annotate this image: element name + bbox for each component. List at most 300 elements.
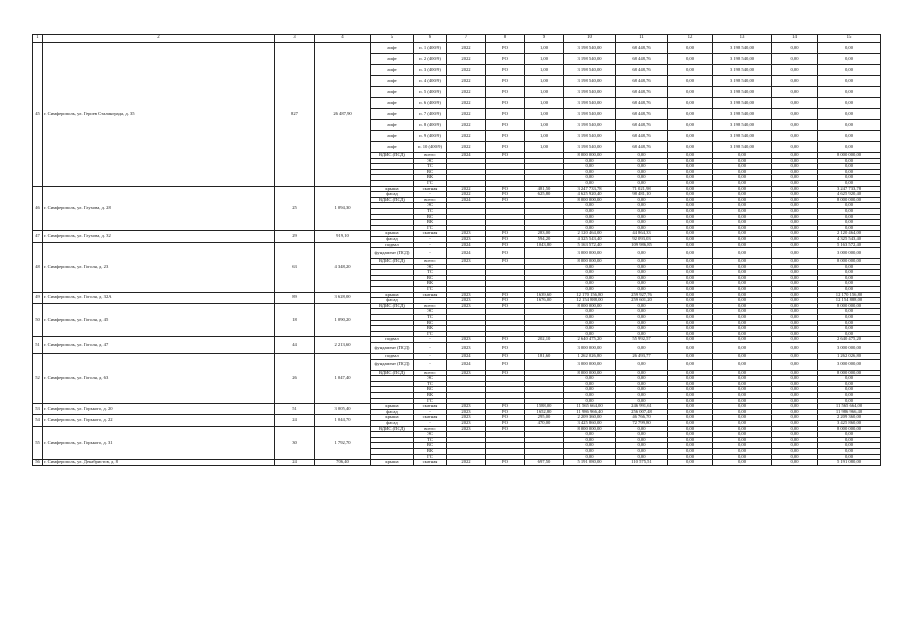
data-cell: 0,00 bbox=[616, 448, 668, 454]
data-cell: 0,00 bbox=[616, 203, 668, 209]
data-cell: РО bbox=[486, 231, 525, 237]
data-cell: 3 425 860,00 bbox=[818, 420, 881, 426]
data-cell: 68 448,76 bbox=[616, 54, 668, 65]
data-cell: 0,00 bbox=[818, 392, 881, 398]
data-cell: ВК bbox=[414, 281, 447, 287]
data-cell: 0,00 bbox=[818, 326, 881, 332]
data-cell: 0,00 bbox=[772, 309, 818, 315]
data-cell: 68 448,76 bbox=[616, 120, 668, 131]
data-cell: 0,00 bbox=[818, 376, 881, 382]
data-cell: 0,00 bbox=[564, 281, 616, 287]
data-cell: 0,00 bbox=[818, 443, 881, 449]
data-cell: 0,00 bbox=[713, 186, 772, 192]
data-cell: всего: bbox=[414, 259, 447, 265]
area-cell: 3 005,40 bbox=[315, 404, 371, 415]
data-cell: 0,00 bbox=[772, 460, 818, 466]
data-cell: 0,00 bbox=[713, 236, 772, 242]
data-cell: 3 198 540,00 bbox=[564, 109, 616, 120]
data-cell: 0,00 bbox=[772, 54, 818, 65]
data-cell: 2023 bbox=[447, 370, 486, 376]
data-cell: 0,00 bbox=[772, 43, 818, 54]
data-cell: РО bbox=[486, 370, 525, 376]
data-cell: 3 198 540,00 bbox=[564, 43, 616, 54]
data-cell: 0,00 bbox=[713, 387, 772, 393]
data-cell: 0,00 bbox=[713, 337, 772, 343]
column-number-cell: 13 bbox=[713, 35, 772, 43]
data-cell: РО bbox=[486, 409, 525, 415]
address-cell: г. Симферополь, ул. Гоголя, д. 32А bbox=[43, 292, 275, 303]
data-cell: 1,00 bbox=[525, 43, 564, 54]
data-cell: 2024 bbox=[447, 248, 486, 259]
data-cell: 0,00 bbox=[564, 376, 616, 382]
data-cell: 0,00 bbox=[713, 443, 772, 449]
data-cell: 0,00 bbox=[564, 220, 616, 226]
data-cell: 0,00 bbox=[818, 109, 881, 120]
data-cell: 3 247 733,78 bbox=[564, 186, 616, 192]
data-cell: 11 565 664,00 bbox=[564, 404, 616, 410]
data-cell: 0,00 bbox=[668, 109, 713, 120]
data-cell: 3 198 540,00 bbox=[713, 142, 772, 153]
data-cell: - bbox=[414, 192, 447, 198]
data-cell: 0,00 bbox=[772, 242, 818, 248]
data-cell: 0,00 bbox=[668, 381, 713, 387]
data-cell: 0,00 bbox=[668, 142, 713, 153]
data-cell: ВС bbox=[414, 169, 447, 175]
data-cell: 0,00 bbox=[772, 415, 818, 421]
data-cell: 3 198 540,00 bbox=[564, 76, 616, 87]
data-cell: РО bbox=[486, 292, 525, 298]
data-cell: 11 986 966,40 bbox=[818, 409, 881, 415]
data-cell: 0,00 bbox=[616, 359, 668, 370]
data-cell: 0,00 bbox=[772, 303, 818, 309]
data-cell: 0,00 bbox=[668, 292, 713, 298]
data-cell: 470,00 bbox=[525, 420, 564, 426]
data-cell: 0,00 bbox=[616, 175, 668, 181]
data-cell: 0,00 bbox=[713, 169, 772, 175]
data-cell: 12 154 888,00 bbox=[564, 298, 616, 304]
data-cell: 0,00 bbox=[668, 120, 713, 131]
data-cell: 3 198 540,00 bbox=[713, 76, 772, 87]
data-cell: 0,00 bbox=[713, 292, 772, 298]
data-cell: 0,00 bbox=[772, 370, 818, 376]
data-cell: 0,00 bbox=[616, 309, 668, 315]
data-cell: 0,00 bbox=[818, 309, 881, 315]
data-cell: 5 191 080,00 bbox=[564, 460, 616, 466]
data-cell: подвал bbox=[371, 354, 414, 360]
data-cell: РО bbox=[486, 87, 525, 98]
data-cell: 0,00 bbox=[616, 381, 668, 387]
data-cell: 0,00 bbox=[772, 343, 818, 354]
data-cell: ВДИС (ПСД) bbox=[371, 259, 414, 265]
apartments-cell: 18 bbox=[275, 303, 315, 337]
data-cell bbox=[525, 343, 564, 354]
data-cell: ГС bbox=[414, 287, 447, 293]
data-cell: 0,00 bbox=[668, 398, 713, 404]
column-number-cell: 8 bbox=[486, 35, 525, 43]
data-cell: 0,00 bbox=[772, 376, 818, 382]
row-number-cell: 47 bbox=[33, 231, 43, 242]
data-cell: 0,00 bbox=[713, 370, 772, 376]
data-cell: 0,00 bbox=[616, 158, 668, 164]
data-cell: 1588,00 bbox=[525, 404, 564, 410]
data-cell: п. 4 (400/9) bbox=[414, 76, 447, 87]
data-cell: 0,00 bbox=[818, 287, 881, 293]
data-cell: 0,00 bbox=[772, 153, 818, 159]
data-cell: 0,00 bbox=[564, 309, 616, 315]
data-cell: 0,00 bbox=[772, 203, 818, 209]
data-cell: 2022 bbox=[447, 109, 486, 120]
data-cell: 3 198 540,00 bbox=[564, 120, 616, 131]
data-cell: фасад bbox=[371, 420, 414, 426]
data-cell: 0,00 bbox=[668, 415, 713, 421]
data-cell: ТС bbox=[414, 270, 447, 276]
data-cell: 2022 bbox=[447, 65, 486, 76]
area-cell: 2 213,60 bbox=[315, 337, 371, 354]
data-cell: 0,00 bbox=[616, 287, 668, 293]
data-cell: ВДИС (ПСД) bbox=[371, 426, 414, 432]
data-cell: 8 000 000,00 bbox=[564, 370, 616, 376]
data-cell: 0,00 bbox=[772, 337, 818, 343]
data-cell: п. 9 (400/9) bbox=[414, 131, 447, 142]
data-cell: 0,00 bbox=[818, 76, 881, 87]
data-cell: п. 1 (400/9) bbox=[414, 43, 447, 54]
data-cell: ВС bbox=[414, 320, 447, 326]
data-cell: скатная bbox=[414, 292, 447, 298]
row-number-cell: 54 bbox=[33, 415, 43, 426]
data-cell: 0,00 bbox=[818, 387, 881, 393]
data-cell: РО bbox=[486, 337, 525, 343]
data-cell: 0,00 bbox=[668, 225, 713, 231]
data-cell: лифт bbox=[371, 76, 414, 87]
data-cell: 0,00 bbox=[713, 454, 772, 460]
data-cell: 12 170 156,80 bbox=[564, 292, 616, 298]
data-cell: 0,00 bbox=[818, 448, 881, 454]
data-cell: 0,00 bbox=[713, 420, 772, 426]
data-cell: 0,00 bbox=[713, 398, 772, 404]
data-cell: скатная bbox=[414, 460, 447, 466]
data-cell: 1,00 bbox=[525, 87, 564, 98]
data-cell: 0,00 bbox=[564, 326, 616, 332]
data-cell: 0,00 bbox=[564, 164, 616, 170]
data-cell: 0,00 bbox=[616, 225, 668, 231]
data-cell: п. 5 (400/9) bbox=[414, 87, 447, 98]
data-cell: 0,00 bbox=[616, 443, 668, 449]
data-cell: 5 163 572,40 bbox=[564, 242, 616, 248]
data-cell: РО bbox=[486, 415, 525, 421]
data-cell: РО bbox=[486, 236, 525, 242]
data-cell: 0,00 bbox=[668, 236, 713, 242]
data-cell: 5 163 572,40 bbox=[818, 242, 881, 248]
data-cell: 0,00 bbox=[616, 454, 668, 460]
data-cell: 0,00 bbox=[713, 320, 772, 326]
data-cell: 0,00 bbox=[564, 175, 616, 181]
data-cell: 8 000 000,00 bbox=[818, 259, 881, 265]
data-cell: 92 093,03 bbox=[616, 236, 668, 242]
data-cell: ТС bbox=[414, 315, 447, 321]
data-cell: 0,00 bbox=[818, 164, 881, 170]
data-cell: 0,00 bbox=[713, 203, 772, 209]
data-cell: 2023 bbox=[447, 415, 486, 421]
data-cell: 0,00 bbox=[668, 376, 713, 382]
data-cell: 0,00 bbox=[668, 242, 713, 248]
data-cell: 0,00 bbox=[616, 387, 668, 393]
data-cell: - bbox=[414, 236, 447, 242]
data-cell: ЭС bbox=[414, 432, 447, 438]
data-cell: 0,00 bbox=[668, 153, 713, 159]
data-cell: 0,00 bbox=[772, 281, 818, 287]
column-number-cell: 14 bbox=[772, 35, 818, 43]
data-cell: 2022 bbox=[447, 54, 486, 65]
data-cell: 5 191 080,00 bbox=[818, 460, 881, 466]
data-cell: 2022 bbox=[447, 131, 486, 142]
address-cell: г. Симферополь, ул. Героев Сталинграда, д. 35 bbox=[43, 43, 275, 187]
data-cell: 0,00 bbox=[772, 87, 818, 98]
data-cell: ВДИС (ПСД) bbox=[371, 370, 414, 376]
data-cell: 0,00 bbox=[616, 281, 668, 287]
row-number-cell: 55 bbox=[33, 426, 43, 460]
data-cell: 283,00 bbox=[525, 231, 564, 237]
data-cell: 2023 bbox=[447, 236, 486, 242]
data-cell: фасад bbox=[371, 298, 414, 304]
data-cell: 0,00 bbox=[616, 180, 668, 186]
data-cell: 2 640 475,20 bbox=[818, 337, 881, 343]
data-cell: 0,00 bbox=[713, 409, 772, 415]
data-cell: 0,00 bbox=[772, 381, 818, 387]
data-cell: 0,00 bbox=[668, 359, 713, 370]
data-cell: 0,00 bbox=[668, 76, 713, 87]
data-cell: 0,00 bbox=[564, 225, 616, 231]
repair-program-table bbox=[32, 34, 881, 466]
area-cell: 1 047,40 bbox=[315, 354, 371, 404]
data-cell: 0,00 bbox=[818, 169, 881, 175]
data-cell: 0,00 bbox=[668, 264, 713, 270]
data-cell: ВК bbox=[414, 326, 447, 332]
data-cell: 0,00 bbox=[772, 197, 818, 203]
data-cell: 0,00 bbox=[616, 432, 668, 438]
column-number-cell: 7 bbox=[447, 35, 486, 43]
data-cell: 0,00 bbox=[668, 437, 713, 443]
data-cell: РО bbox=[486, 354, 525, 360]
data-cell: 0,00 bbox=[713, 164, 772, 170]
data-cell: 0,00 bbox=[564, 392, 616, 398]
data-cell: 0,00 bbox=[564, 437, 616, 443]
data-cell: РО bbox=[486, 109, 525, 120]
data-cell: 0,00 bbox=[713, 287, 772, 293]
data-cell: 1,00 bbox=[525, 76, 564, 87]
data-cell: 3 198 540,00 bbox=[564, 98, 616, 109]
data-cell: 3 000 000,00 bbox=[564, 359, 616, 370]
data-cell: 0,00 bbox=[668, 87, 713, 98]
data-cell: 259 927,76 bbox=[616, 292, 668, 298]
data-cell: 0,00 bbox=[713, 303, 772, 309]
data-cell: 68 448,76 bbox=[616, 109, 668, 120]
data-cell: 2024 bbox=[447, 242, 486, 248]
data-cell: 0,00 bbox=[564, 180, 616, 186]
data-cell: 1,00 bbox=[525, 142, 564, 153]
data-cell: 0,00 bbox=[668, 454, 713, 460]
data-cell: 0,00 bbox=[564, 275, 616, 281]
data-cell: 0,00 bbox=[772, 220, 818, 226]
data-cell: 2 120 464,00 bbox=[564, 231, 616, 237]
data-cell: 295,00 bbox=[525, 415, 564, 421]
data-cell: ГС bbox=[414, 398, 447, 404]
data-cell: 0,00 bbox=[818, 65, 881, 76]
data-cell: фасад bbox=[371, 192, 414, 198]
data-cell: 0,00 bbox=[564, 264, 616, 270]
data-cell: ВДИС (ПСД) bbox=[371, 153, 414, 159]
data-cell: 8 000 000,00 bbox=[564, 197, 616, 203]
data-cell: 0,00 bbox=[713, 460, 772, 466]
data-cell: 3 000 000,00 bbox=[564, 343, 616, 354]
data-cell: 0,00 bbox=[772, 387, 818, 393]
data-cell: всего: bbox=[414, 303, 447, 309]
column-number-cell: 12 bbox=[668, 35, 713, 43]
apartments-cell: 30 bbox=[275, 426, 315, 460]
apartments-cell: 827 bbox=[275, 43, 315, 187]
data-cell: 0,00 bbox=[564, 398, 616, 404]
data-cell: 68 448,76 bbox=[616, 76, 668, 87]
data-cell: 0,00 bbox=[713, 180, 772, 186]
data-cell: 0,00 bbox=[772, 331, 818, 337]
data-cell: РО bbox=[486, 420, 525, 426]
data-cell: 0,00 bbox=[772, 326, 818, 332]
data-cell: 55 992,57 bbox=[616, 337, 668, 343]
data-cell: 0,00 bbox=[772, 398, 818, 404]
data-cell: 12 154 888,00 bbox=[818, 298, 881, 304]
data-cell: 0,00 bbox=[772, 448, 818, 454]
data-cell: 0,00 bbox=[713, 326, 772, 332]
data-cell: 3 198 540,00 bbox=[713, 98, 772, 109]
data-cell: крыша bbox=[371, 404, 414, 410]
data-cell: 0,00 bbox=[668, 180, 713, 186]
data-cell: 0,00 bbox=[818, 180, 881, 186]
data-cell: 0,00 bbox=[772, 169, 818, 175]
table-row bbox=[33, 43, 881, 54]
data-cell: 1,00 bbox=[525, 98, 564, 109]
data-cell: фасад bbox=[371, 409, 414, 415]
data-cell: 0,00 bbox=[772, 409, 818, 415]
data-cell: 0,00 bbox=[772, 354, 818, 360]
data-cell: 4 325 543,40 bbox=[818, 236, 881, 242]
data-cell: ГС bbox=[414, 454, 447, 460]
data-cell: 0,00 bbox=[772, 287, 818, 293]
apartments-cell: 51 bbox=[275, 404, 315, 415]
data-cell: 1639,60 bbox=[525, 292, 564, 298]
data-cell: 0,00 bbox=[818, 220, 881, 226]
data-cell: 0,00 bbox=[713, 315, 772, 321]
data-cell: ВС bbox=[414, 387, 447, 393]
data-cell: 0,00 bbox=[564, 169, 616, 175]
data-cell: 0,00 bbox=[564, 214, 616, 220]
data-cell: 3 000 000,00 bbox=[818, 248, 881, 259]
data-cell: 0,00 bbox=[713, 376, 772, 382]
data-cell: 0,00 bbox=[564, 158, 616, 164]
area-cell: 3 628,00 bbox=[315, 292, 371, 303]
data-cell: ВДИС (ПСД) bbox=[371, 303, 414, 309]
data-cell: 0,00 bbox=[668, 387, 713, 393]
data-cell: 3 000 000,00 bbox=[564, 248, 616, 259]
data-cell: 0,00 bbox=[668, 281, 713, 287]
data-cell: 3 198 540,00 bbox=[564, 87, 616, 98]
data-cell: 0,00 bbox=[668, 131, 713, 142]
data-cell: 256 007,48 bbox=[616, 409, 668, 415]
data-cell: 0,00 bbox=[668, 460, 713, 466]
column-number-cell: 3 bbox=[275, 35, 315, 43]
data-cell: 0,00 bbox=[713, 175, 772, 181]
data-cell: 0,00 bbox=[713, 208, 772, 214]
data-cell: 0,00 bbox=[564, 315, 616, 321]
data-cell: - bbox=[414, 420, 447, 426]
data-cell: 0,00 bbox=[668, 158, 713, 164]
data-cell: 11 565 664,00 bbox=[818, 404, 881, 410]
data-cell: 0,00 bbox=[616, 275, 668, 281]
data-cell: 0,00 bbox=[818, 120, 881, 131]
data-cell: 0,00 bbox=[713, 192, 772, 198]
data-cell: 0,00 bbox=[668, 169, 713, 175]
data-cell bbox=[525, 359, 564, 370]
data-cell: лифт bbox=[371, 43, 414, 54]
data-cell: 0,00 bbox=[668, 186, 713, 192]
table-body bbox=[33, 35, 881, 466]
data-cell: 0,00 bbox=[713, 448, 772, 454]
data-cell: ЭС bbox=[414, 158, 447, 164]
data-cell: 11 986 966,40 bbox=[564, 409, 616, 415]
data-cell: 0,00 bbox=[772, 404, 818, 410]
data-cell: 0,00 bbox=[818, 331, 881, 337]
column-number-cell: 11 bbox=[616, 35, 668, 43]
data-cell: 0,00 bbox=[564, 208, 616, 214]
data-cell: 0,00 bbox=[616, 326, 668, 332]
data-cell: 2022 bbox=[447, 460, 486, 466]
data-cell: 0,00 bbox=[818, 98, 881, 109]
data-cell: лифт bbox=[371, 98, 414, 109]
data-cell: 8 000 000,00 bbox=[564, 303, 616, 309]
area-cell: 26 487,90 bbox=[315, 43, 371, 187]
data-cell: 0,00 bbox=[564, 432, 616, 438]
area-cell: 4 348,20 bbox=[315, 242, 371, 292]
data-cell: 68 448,76 bbox=[616, 131, 668, 142]
data-cell: 0,00 bbox=[668, 192, 713, 198]
data-cell: 0,00 bbox=[616, 398, 668, 404]
data-cell: 0,00 bbox=[713, 220, 772, 226]
data-cell: 0,00 bbox=[772, 420, 818, 426]
data-cell: 4 325 543,40 bbox=[564, 236, 616, 242]
data-cell: ВК bbox=[414, 392, 447, 398]
data-cell: 246 991,61 bbox=[616, 404, 668, 410]
data-cell: 0,00 bbox=[772, 454, 818, 460]
data-cell: 0,00 bbox=[668, 65, 713, 76]
data-cell: 0,00 bbox=[818, 208, 881, 214]
data-cell: 2022 bbox=[447, 87, 486, 98]
data-cell bbox=[525, 248, 564, 259]
data-cell: 2024 bbox=[447, 354, 486, 360]
data-cell: ВК bbox=[414, 220, 447, 226]
table-row bbox=[33, 460, 881, 466]
data-cell: 71 021,98 bbox=[616, 186, 668, 192]
data-cell: 0,00 bbox=[668, 203, 713, 209]
data-cell: 0,00 bbox=[772, 264, 818, 270]
data-cell: 26 493,77 bbox=[616, 354, 668, 360]
data-cell: - bbox=[414, 248, 447, 259]
data-cell: 0,00 bbox=[772, 142, 818, 153]
data-cell: 3 198 540,00 bbox=[713, 109, 772, 120]
row-number-cell: 53 bbox=[33, 404, 43, 415]
apartments-cell: 89 bbox=[275, 292, 315, 303]
data-cell: 0,00 bbox=[772, 214, 818, 220]
data-cell: 0,00 bbox=[713, 426, 772, 432]
data-cell: 2024 bbox=[447, 359, 486, 370]
area-cell: 1 090,20 bbox=[315, 303, 371, 337]
